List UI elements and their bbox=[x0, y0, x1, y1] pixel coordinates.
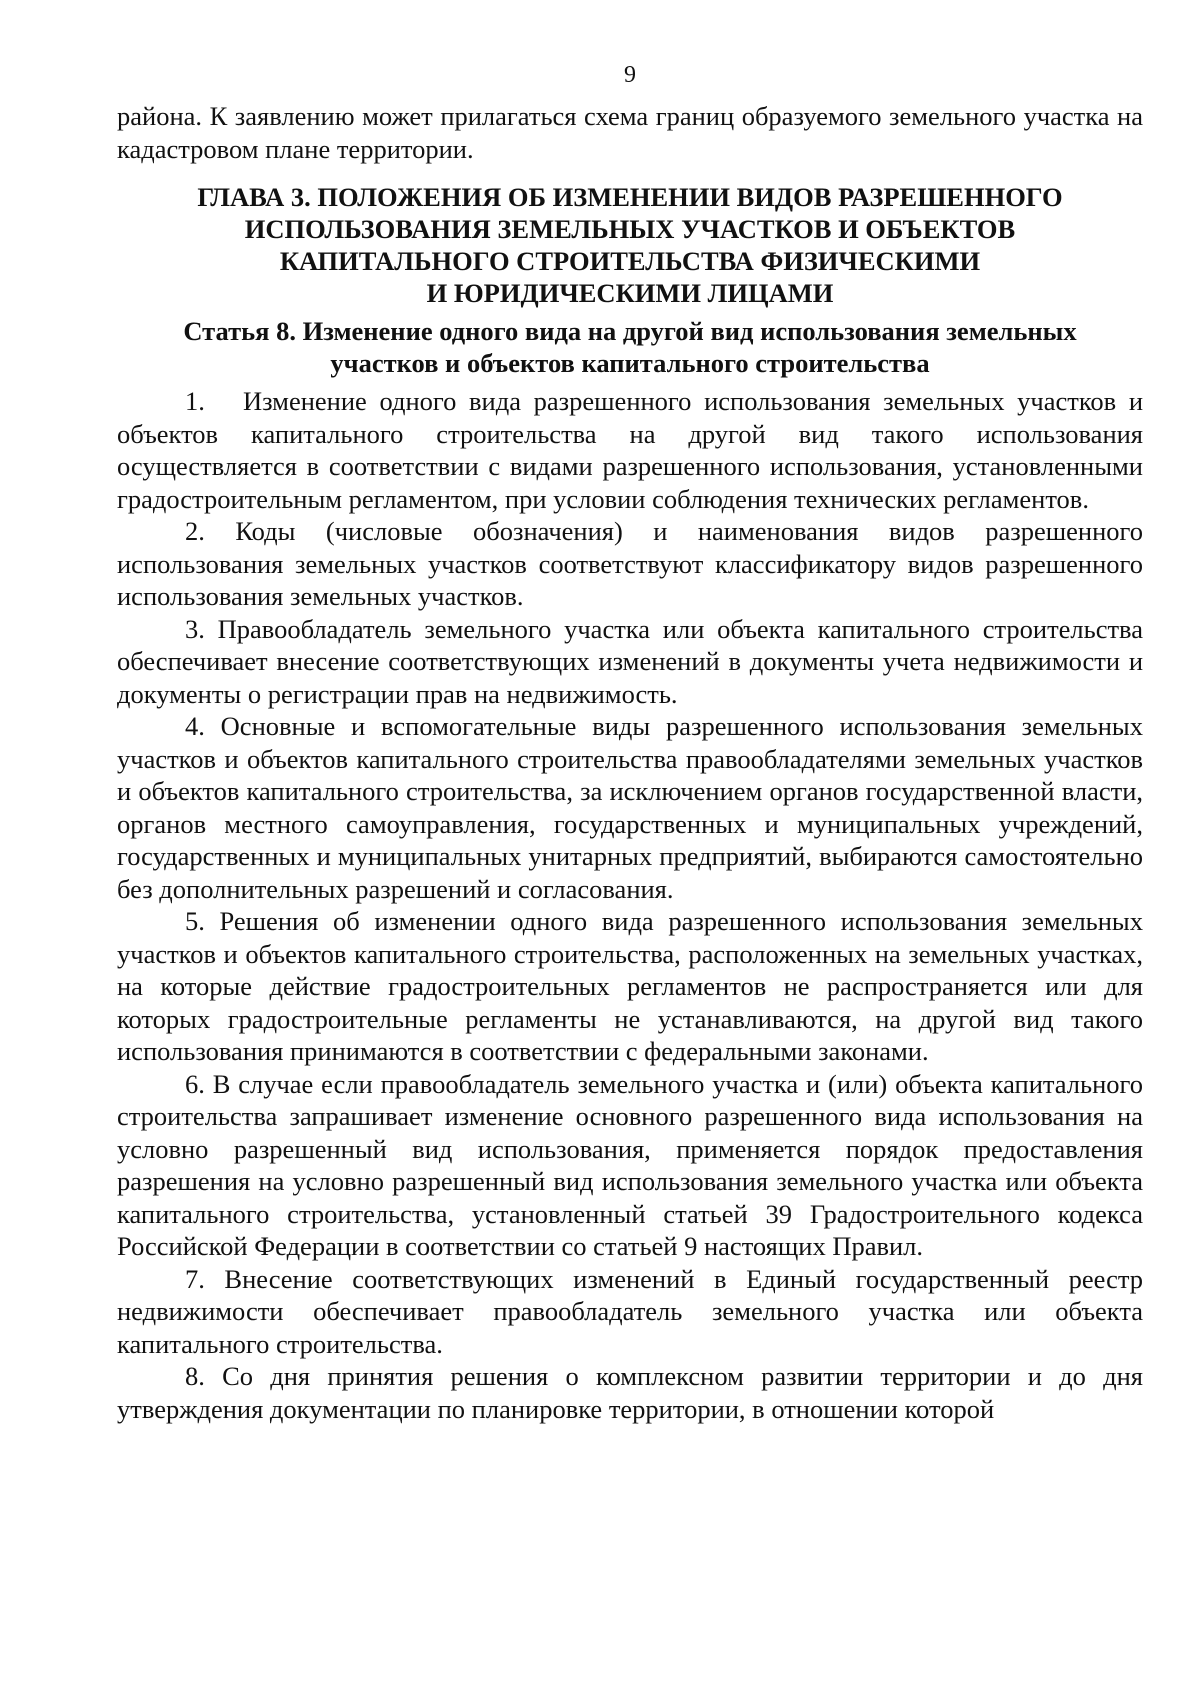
page-number: 9 bbox=[624, 62, 636, 88]
article-title-line: участков и объектов капитального строительства bbox=[330, 348, 930, 378]
chapter-title bbox=[117, 181, 1143, 309]
article-paragraph-7: 7. Внесение соответствующих изменений в Единый государственный реестр недвижимости обеспечивает правообладатель земельного участка или объекта капитального строительства. bbox=[117, 1263, 1143, 1359]
article-paragraph-6: 6. В случае если правообладатель земельного участка и (или) объекта капитального строительства запрашивает изменение основного разрешенного вида использования на условно разрешенный вид использования, применяется порядок предоставления разрешения на условно разрешенный вид использования земельного участка или объекта капитального строительства, установленный статьей 39 Градостроительного кодекса Российской Федерации в соответствии со статьей 9 настоящих Правил. bbox=[117, 1068, 1143, 1261]
chapter-title-line: ИСПОЛЬЗОВАНИЯ ЗЕМЕЛЬНЫХ УЧАСТКОВ И ОБЪЕКТОВ bbox=[244, 214, 1016, 244]
article-paragraph-3: 3. Правообладатель земельного участка или объекта капитального строительства обеспечивает внесение соответствующих изменений в документы учета недвижимости и документы о регистрации прав на недвижимость. bbox=[117, 613, 1143, 709]
article-title-line: Статья 8. Изменение одного вида на другой вид использования земельных bbox=[183, 316, 1077, 346]
article-paragraph-5: 5. Решения об изменении одного вида разрешенного использования земельных участков и объектов капитального строительства, расположенных на земельных участках, на которые действие градостроительных регламентов не распространяется или для которых градостроительные регламенты не устанавливаются, на другой вид такого использования принимаются в соответствии с федеральными законами. bbox=[117, 906, 1143, 1066]
article-paragraph-1: 1. Изменение одного вида разрешенного использования земельных участков и объектов капитального строительства на другой вид такого использования осуществляется в соответствии с видами разрешенного использования, установленными градостроительным регламентом, при условии соблюдения технических регламентов. bbox=[117, 386, 1143, 514]
article-paragraph-2: 2. Коды (числовые обозначения) и наименования видов разрешенного использования земельных участков соответствуют классификатору видов разрешенного использования земельных участков. bbox=[117, 516, 1143, 611]
chapter-title-line: И ЮРИДИЧЕСКИМИ ЛИЦАМИ bbox=[426, 278, 834, 308]
chapter-title-line: ГЛАВА 3. ПОЛОЖЕНИЯ ОБ ИЗМЕНЕНИИ ВИДОВ РАЗРЕШЕННОГО bbox=[197, 182, 1063, 212]
article-paragraph-4: 4. Основные и вспомогательные виды разрешенного использования земельных участков и объектов капитального строительства правообладателями земельных участков и объектов капитального строительства, за исключением органов государственной власти, органов местного самоуправления, государственных и муниципальных учреждений, государственных и муниципальных унитарных предприятий, выбираются самостоятельно без дополнительных разрешений и согласования. bbox=[117, 711, 1143, 904]
chapter-title-line: КАПИТАЛЬНОГО СТРОИТЕЛЬСТВА ФИЗИЧЕСКИМИ bbox=[279, 246, 981, 276]
article-paragraph-8: 8. Со дня принятия решения о комплексном развитии территории и до дня утверждения документации по планировке территории, в отношении которой bbox=[117, 1361, 1143, 1424]
intro-paragraph: района. К заявлению может прилагаться схема границ образуемого земельного участка на кадастровом плане территории. bbox=[117, 101, 1143, 164]
article-title bbox=[117, 315, 1143, 379]
document-page bbox=[117, 60, 1143, 1425]
